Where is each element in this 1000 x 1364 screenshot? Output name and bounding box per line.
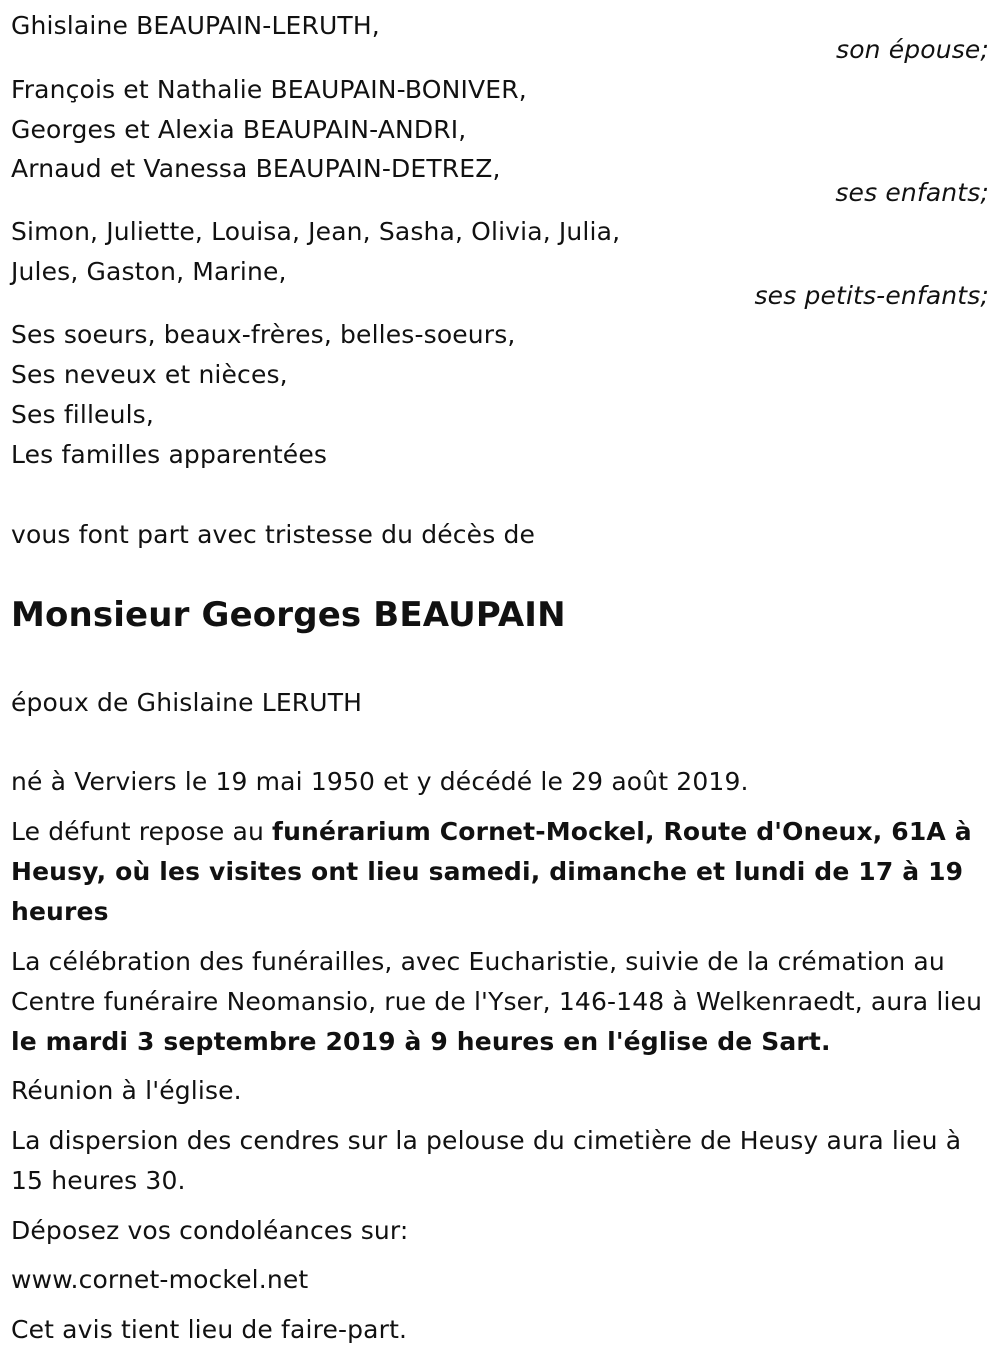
dispersion-text: La dispersion des cendres sur la pelouse du cimetière de Heusy aura lieu à 15 heures 30. — [11, 1126, 962, 1195]
family-line: Ses soeurs, beaux-frères, belles-soeurs, — [11, 320, 516, 349]
meeting-text: Réunion à l'église. — [11, 1076, 242, 1105]
child-line: François et Nathalie BEAUPAIN-BONIVER, — [11, 75, 527, 104]
repose-details: funérarium Cornet-Mockel, Route d'Oneux, 61A à Heusy, où les visites ont lieu samedi, dimanche et lundi de 17 à 19 heures — [11, 817, 972, 926]
children-role: ses enfants; — [835, 178, 989, 207]
child-line: Arnaud et Vanessa BEAUPAIN-DETREZ, — [11, 154, 501, 183]
condolences-label: Déposez vos condoléances sur: — [11, 1216, 409, 1245]
wife-role: son épouse; — [836, 35, 989, 64]
child-line: Georges et Alexia BEAUPAIN-ANDRI, — [11, 115, 467, 144]
repose-intro: Le défunt repose au — [11, 817, 273, 846]
closing-text: Cet avis tient lieu de faire-part. — [11, 1315, 408, 1344]
repose-paragraph — [11, 812, 986, 932]
birth-death-text: né à Verviers le 19 mai 1950 et y décédé le 29 août 2019. — [11, 767, 749, 796]
family-line: Ses neveux et nièces, — [11, 360, 288, 389]
grandchildren-role: ses petits-enfants; — [754, 281, 989, 310]
condolences-link[interactable]: www.cornet-mockel.net — [11, 1265, 309, 1294]
family-line: Les familles apparentées — [11, 440, 328, 469]
announcement-text: vous font part avec tristesse du décès de — [11, 520, 536, 549]
funeral-details: le mardi 3 septembre 2019 à 9 heures en l'église de Sart. — [11, 1027, 831, 1056]
funeral-paragraph — [11, 942, 991, 1062]
wife-name: Ghislaine BEAUPAIN-LERUTH, — [11, 11, 380, 40]
grandchildren-line: Simon, Juliette, Louisa, Jean, Sasha, Olivia, Julia, — [11, 217, 621, 246]
family-line: Ses filleuls, — [11, 400, 154, 429]
spouse-text: époux de Ghislaine LERUTH — [11, 688, 363, 717]
deceased-name: Monsieur Georges BEAUPAIN — [11, 595, 566, 635]
grandchildren-line: Jules, Gaston, Marine, — [11, 257, 287, 286]
funeral-intro: La célébration des funérailles, avec Eucharistie, suivie de la crémation au Centre funéraire Neomansio, rue de l'Yser, 146-148 à Welkenraedt, aura lieu — [11, 947, 983, 1016]
